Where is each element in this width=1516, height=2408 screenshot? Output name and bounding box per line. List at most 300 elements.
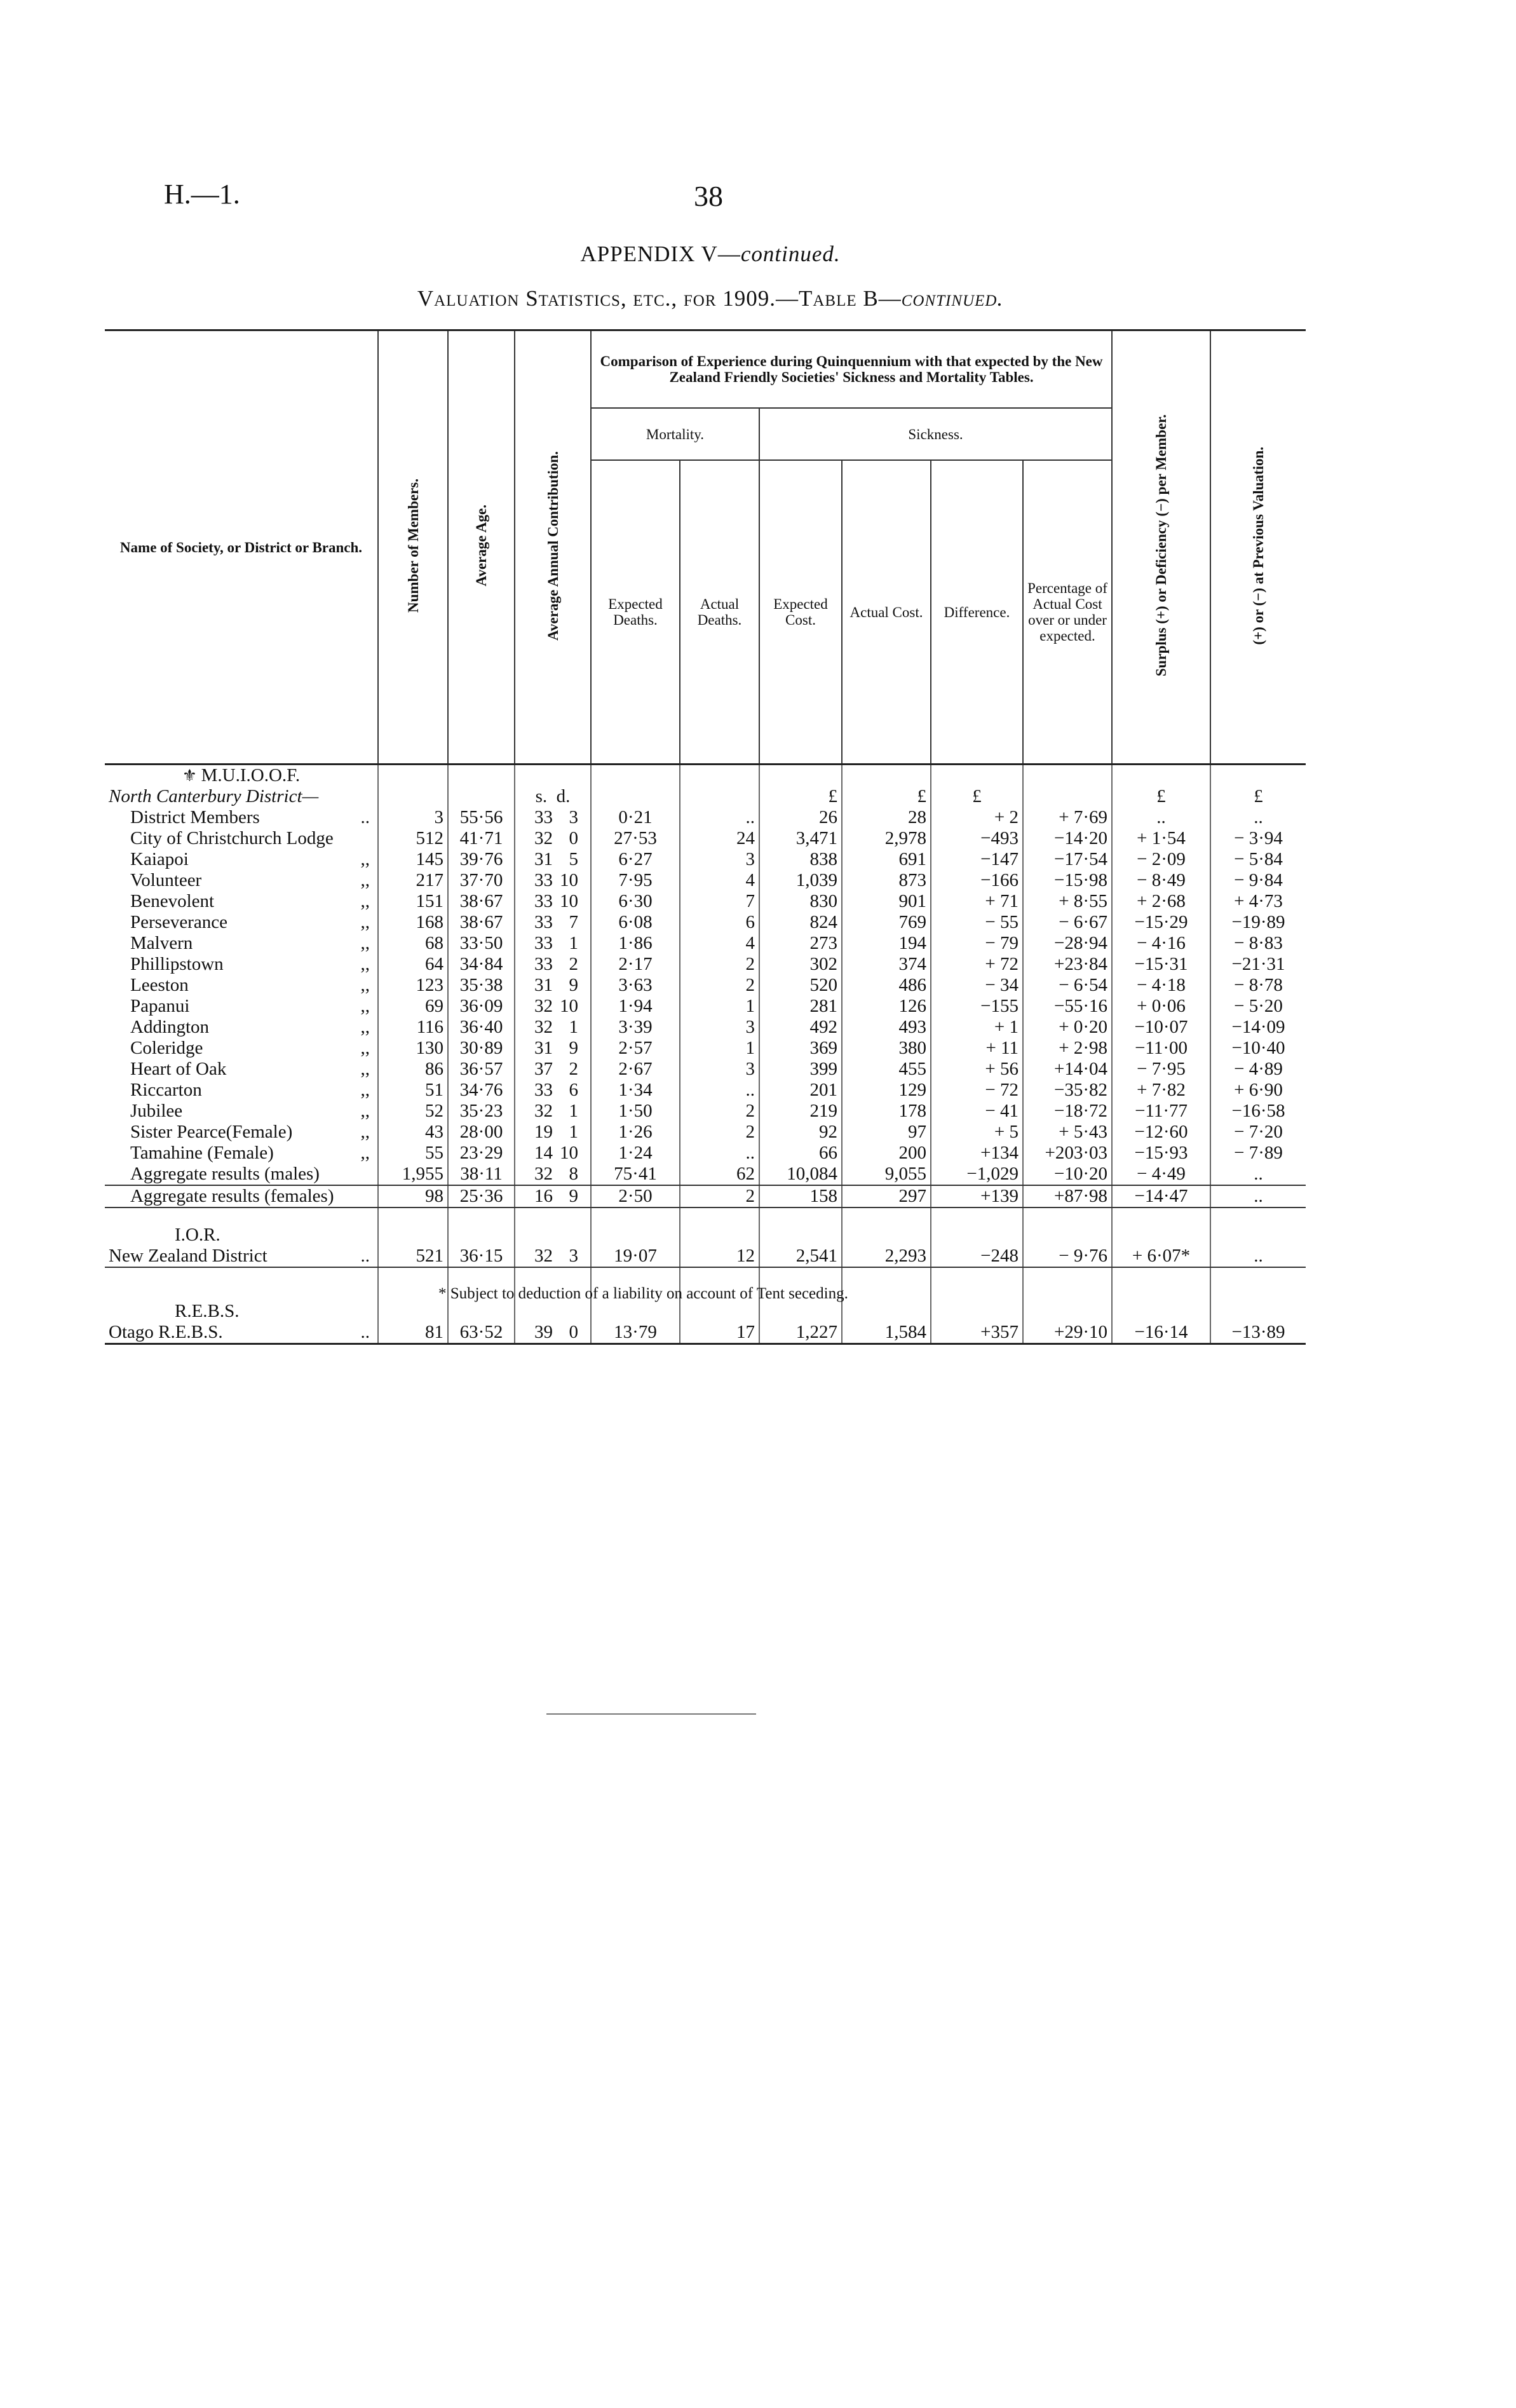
cell-act-deaths: 3 xyxy=(680,1017,759,1038)
cell-diff: −1,029 xyxy=(931,1164,1023,1185)
cell-members: 98 xyxy=(378,1185,448,1207)
cell-pct: − 6·67 xyxy=(1023,912,1112,933)
cell-contribution: 33 10 xyxy=(515,870,591,891)
cell-name: Heart of Oak ,, xyxy=(105,1059,378,1080)
cell-members: 1,955 xyxy=(378,1164,448,1185)
cell-prev: −13·89 xyxy=(1210,1322,1306,1344)
cell-prev: −10·40 xyxy=(1210,1038,1306,1059)
cell-name: Perseverance ,, xyxy=(105,912,378,933)
cell-contribution: 31 9 xyxy=(515,1038,591,1059)
cell-act-deaths: 1 xyxy=(680,996,759,1017)
ditto-mark: ,, xyxy=(360,996,370,1016)
cell-members: 521 xyxy=(378,1246,448,1267)
cell-name: Benevolent ,, xyxy=(105,891,378,912)
cell-exp-deaths: 2·57 xyxy=(591,1038,680,1059)
cell-age: 36·09 xyxy=(448,996,515,1017)
cell-members: 55 xyxy=(378,1143,448,1164)
cell-name: Addington ,, xyxy=(105,1017,378,1038)
cell-age: 38·11 xyxy=(448,1164,515,1185)
aggregate-row xyxy=(105,1164,1306,1185)
cell-diff: + 71 xyxy=(931,891,1023,912)
cell-surplus: + 6·07* xyxy=(1112,1246,1210,1267)
cell-members: 68 xyxy=(378,933,448,954)
cell-prev: .. xyxy=(1210,1164,1306,1185)
ditto-mark: ,, xyxy=(360,870,370,890)
table-row xyxy=(105,1038,1306,1059)
cell-exp-deaths: 27·53 xyxy=(591,828,680,849)
valuation-table xyxy=(105,329,1306,1345)
ditto-mark: ,, xyxy=(360,933,370,953)
cell-age: 38·67 xyxy=(448,891,515,912)
cell-surplus: −14·47 xyxy=(1112,1185,1210,1207)
cell-pct: +14·04 xyxy=(1023,1059,1112,1080)
ior-rows xyxy=(105,1246,1306,1267)
cell-name: Phillipstown ,, xyxy=(105,954,378,975)
cell-prev: + 4·73 xyxy=(1210,891,1306,912)
cell-exp-cost: 3,471 xyxy=(759,828,842,849)
section-rebs xyxy=(105,1301,1306,1322)
cell-age: 25·36 xyxy=(448,1185,515,1207)
cell-contribution: 33 1 xyxy=(515,933,591,954)
unit-pound: £ xyxy=(842,786,931,807)
cell-pct: −55·16 xyxy=(1023,996,1112,1017)
cell-name: City of Christchurch Lodge xyxy=(130,828,334,848)
cell-pct: − 9·76 xyxy=(1023,1246,1112,1267)
ditto-mark: ,, xyxy=(360,1080,370,1100)
cell-members: 130 xyxy=(378,1038,448,1059)
cell-pct: + 0·20 xyxy=(1023,1017,1112,1038)
ior-section xyxy=(105,1207,1306,1246)
cell-members: 123 xyxy=(378,975,448,996)
cell-exp-deaths: 1·34 xyxy=(591,1080,680,1101)
cell-pct: +203·03 xyxy=(1023,1143,1112,1164)
table-row xyxy=(105,849,1306,870)
cell-members: 51 xyxy=(378,1080,448,1101)
cell-exp-cost: 1,227 xyxy=(759,1322,842,1344)
cell-exp-cost: 369 xyxy=(759,1038,842,1059)
cell-act-cost: 493 xyxy=(842,1017,931,1038)
cell-exp-cost: 492 xyxy=(759,1017,842,1038)
cell-diff: + 11 xyxy=(931,1038,1023,1059)
cell-diff: −493 xyxy=(931,828,1023,849)
cell-contribution: 33 10 xyxy=(515,891,591,912)
cell-act-cost: 455 xyxy=(842,1059,931,1080)
col-header-sickness: Sickness. xyxy=(759,408,1112,460)
cell-exp-deaths: 6·08 xyxy=(591,912,680,933)
cell-act-cost: 769 xyxy=(842,912,931,933)
cell-exp-cost: 219 xyxy=(759,1101,842,1122)
ditto-mark: ,, xyxy=(360,1059,370,1079)
cell-exp-deaths: 1·50 xyxy=(591,1101,680,1122)
cell-exp-cost: 302 xyxy=(759,954,842,975)
cell-exp-deaths: 13·79 xyxy=(591,1322,680,1344)
cell-diff: + 72 xyxy=(931,954,1023,975)
cell-diff: +134 xyxy=(931,1143,1023,1164)
table-row xyxy=(105,1143,1306,1164)
section-ior xyxy=(105,1225,1306,1246)
cell-pct: + 5·43 xyxy=(1023,1122,1112,1143)
cell-act-cost: 129 xyxy=(842,1080,931,1101)
cell-age: 36·57 xyxy=(448,1059,515,1080)
cell-age: 28·00 xyxy=(448,1122,515,1143)
table-row xyxy=(105,891,1306,912)
cell-prev: −19·89 xyxy=(1210,912,1306,933)
cell-members: 43 xyxy=(378,1122,448,1143)
cell-members: 217 xyxy=(378,870,448,891)
cell-surplus: − 4·16 xyxy=(1112,933,1210,954)
cell-prev: − 5·84 xyxy=(1210,849,1306,870)
cell-contribution: 31 5 xyxy=(515,849,591,870)
cell-prev: .. xyxy=(1210,1246,1306,1267)
cell-surplus: − 4·49 xyxy=(1112,1164,1210,1185)
cell-contribution: 33 3 xyxy=(515,807,591,828)
cell-prev: − 8·78 xyxy=(1210,975,1306,996)
cell-exp-deaths: 1·94 xyxy=(591,996,680,1017)
cell-diff: − 41 xyxy=(931,1101,1023,1122)
cell-act-deaths: .. xyxy=(680,1080,759,1101)
col-header-previous: (+) or (−) at Previous Valuation. xyxy=(1210,330,1306,765)
cell-exp-deaths: 2·67 xyxy=(591,1059,680,1080)
col-header-difference: Difference. xyxy=(931,460,1023,765)
section-muioof xyxy=(105,765,1306,787)
unit-shillings-pence: s. d. xyxy=(515,786,591,807)
cell-members: 116 xyxy=(378,1017,448,1038)
cell-act-cost: 374 xyxy=(842,954,931,975)
cell-prev: .. xyxy=(1210,807,1306,828)
cell-exp-cost: 838 xyxy=(759,849,842,870)
cell-act-deaths: 1 xyxy=(680,1038,759,1059)
table-row xyxy=(105,933,1306,954)
cell-exp-cost: 281 xyxy=(759,996,842,1017)
cell-pct: −35·82 xyxy=(1023,1080,1112,1101)
cell-age: 55·56 xyxy=(448,807,515,828)
cell-contribution: 32 10 xyxy=(515,996,591,1017)
cell-exp-cost: 92 xyxy=(759,1122,842,1143)
table-row xyxy=(105,1080,1306,1101)
ditto-mark: ,, xyxy=(360,1038,370,1058)
cell-age: 39·76 xyxy=(448,849,515,870)
col-header-percentage: Percentage of Actual Cost over or under expected. xyxy=(1023,460,1112,765)
cell-pct: − 6·54 xyxy=(1023,975,1112,996)
col-header-mortality: Mortality. xyxy=(591,408,759,460)
cell-exp-cost: 520 xyxy=(759,975,842,996)
cell-contribution: 32 8 xyxy=(515,1164,591,1185)
unit-pound: £ xyxy=(759,786,842,807)
cell-act-cost: 126 xyxy=(842,996,931,1017)
section-title: R.E.B.S. xyxy=(175,1301,240,1321)
cell-surplus: + 7·82 xyxy=(1112,1080,1210,1101)
table-row xyxy=(105,996,1306,1017)
col-header-actual-cost: Actual Cost. xyxy=(842,460,931,765)
cell-act-cost: 97 xyxy=(842,1122,931,1143)
cell-age: 38·67 xyxy=(448,912,515,933)
cell-act-deaths: 2 xyxy=(680,954,759,975)
appendix-title: APPENDIX V—continued. xyxy=(580,241,841,266)
cell-exp-cost: 830 xyxy=(759,891,842,912)
cell-name: District Members .. xyxy=(105,807,378,828)
cell-members: 52 xyxy=(378,1101,448,1122)
cell-contribution: 14 10 xyxy=(515,1143,591,1164)
page-number: 38 xyxy=(694,180,723,212)
cell-act-deaths: 2 xyxy=(680,975,759,996)
col-header-members: Number of Members. xyxy=(378,330,448,765)
cell-diff: + 1 xyxy=(931,1017,1023,1038)
aggregate-rows xyxy=(105,1164,1306,1207)
cell-diff: + 56 xyxy=(931,1059,1023,1080)
cell-exp-cost: 824 xyxy=(759,912,842,933)
cell-name: Coleridge ,, xyxy=(105,1038,378,1059)
cell-diff: +139 xyxy=(931,1185,1023,1207)
ditto-mark: ,, xyxy=(360,1017,370,1037)
cell-act-cost: 194 xyxy=(842,933,931,954)
cell-members: 145 xyxy=(378,849,448,870)
cell-exp-deaths: 7·95 xyxy=(591,870,680,891)
cell-surplus: −11·00 xyxy=(1112,1038,1210,1059)
cell-diff: +357 xyxy=(931,1322,1023,1344)
cell-contribution: 33 6 xyxy=(515,1080,591,1101)
cell-age: 36·15 xyxy=(448,1246,515,1267)
cell-pct: +87·98 xyxy=(1023,1185,1112,1207)
cell-surplus: + 0·06 xyxy=(1112,996,1210,1017)
ditto-mark: ,, xyxy=(360,1122,370,1142)
cell-prev: −21·31 xyxy=(1210,954,1306,975)
district-title: North Canterbury District— xyxy=(109,786,319,806)
cell-name: Jubilee ,, xyxy=(105,1101,378,1122)
cell-diff: − 72 xyxy=(931,1080,1023,1101)
cell-name: Tamahine (Female) ,, xyxy=(105,1143,378,1164)
table-row xyxy=(105,1101,1306,1122)
cell-act-deaths: 7 xyxy=(680,891,759,912)
cell-prev: + 6·90 xyxy=(1210,1080,1306,1101)
cell-act-cost: 2,978 xyxy=(842,828,931,849)
cell-diff: + 2 xyxy=(931,807,1023,828)
ditto-mark: ,, xyxy=(360,954,370,974)
cell-members: 512 xyxy=(378,828,448,849)
col-header-comparison: Comparison of Experience during Quinquennium with that expected by the New Zealand Friendly Societies' Sickness and Mortality Tables. xyxy=(591,330,1112,409)
cell-diff: −248 xyxy=(931,1246,1023,1267)
cell-prev: − 7·89 xyxy=(1210,1143,1306,1164)
cell-pct: + 7·69 xyxy=(1023,807,1112,828)
cell-name: Papanui ,, xyxy=(105,996,378,1017)
table-row xyxy=(105,1246,1306,1267)
cell-age: 34·84 xyxy=(448,954,515,975)
cell-surplus: −12·60 xyxy=(1112,1122,1210,1143)
cell-age: 63·52 xyxy=(448,1322,515,1344)
cell-age: 23·29 xyxy=(448,1143,515,1164)
cell-surplus: + 2·68 xyxy=(1112,891,1210,912)
cell-prev: −16·58 xyxy=(1210,1101,1306,1122)
document-reference: H.—1. xyxy=(164,179,240,210)
table-row xyxy=(105,1059,1306,1080)
cell-surplus: −10·07 xyxy=(1112,1017,1210,1038)
cell-act-cost: 297 xyxy=(842,1185,931,1207)
cell-act-cost: 2,293 xyxy=(842,1246,931,1267)
cell-prev: − 7·20 xyxy=(1210,1122,1306,1143)
cell-pct: + 2·98 xyxy=(1023,1038,1112,1059)
cell-age: 34·76 xyxy=(448,1080,515,1101)
cell-prev: −14·09 xyxy=(1210,1017,1306,1038)
cell-prev: − 8·83 xyxy=(1210,933,1306,954)
cell-act-cost: 28 xyxy=(842,807,931,828)
cell-exp-cost: 2,541 xyxy=(759,1246,842,1267)
cell-pct: −28·94 xyxy=(1023,933,1112,954)
cell-act-deaths: 62 xyxy=(680,1164,759,1185)
cell-act-cost: 873 xyxy=(842,870,931,891)
section-title: I.O.R. xyxy=(175,1225,220,1245)
cell-act-deaths: 2 xyxy=(680,1122,759,1143)
rebs-rows xyxy=(105,1322,1306,1344)
cell-exp-deaths: 3·39 xyxy=(591,1017,680,1038)
cell-pct: −18·72 xyxy=(1023,1101,1112,1122)
cell-exp-cost: 399 xyxy=(759,1059,842,1080)
cell-pct: +23·84 xyxy=(1023,954,1112,975)
unit-pound: £ xyxy=(931,786,1023,807)
cell-act-deaths: 2 xyxy=(680,1185,759,1207)
table-row xyxy=(105,807,1306,828)
cell-surplus: −16·14 xyxy=(1112,1322,1210,1344)
cell-age: 30·89 xyxy=(448,1038,515,1059)
cell-act-cost: 200 xyxy=(842,1143,931,1164)
ditto-mark: .. xyxy=(360,1322,370,1342)
cell-exp-cost: 158 xyxy=(759,1185,842,1207)
cell-act-deaths: 3 xyxy=(680,849,759,870)
cell-act-cost: 380 xyxy=(842,1038,931,1059)
cell-exp-deaths: 19·07 xyxy=(591,1246,680,1267)
col-header-name: Name of Society, or District or Branch. xyxy=(105,330,378,765)
cell-exp-deaths: 1·86 xyxy=(591,933,680,954)
cell-contribution: 37 2 xyxy=(515,1059,591,1080)
cell-name: Riccarton ,, xyxy=(105,1080,378,1101)
cell-pct: −14·20 xyxy=(1023,828,1112,849)
cell-name: Sister Pearce(Female) ,, xyxy=(105,1122,378,1143)
cell-act-cost: 486 xyxy=(842,975,931,996)
cell-contribution: 33 7 xyxy=(515,912,591,933)
cell-name: New Zealand District .. xyxy=(105,1246,378,1267)
cell-prev: − 9·84 xyxy=(1210,870,1306,891)
table-row xyxy=(105,1017,1306,1038)
cell-exp-deaths: 6·27 xyxy=(591,849,680,870)
cell-age: 41·71 xyxy=(448,828,515,849)
cell-diff: −166 xyxy=(931,870,1023,891)
table-body xyxy=(105,765,1306,808)
cell-contribution: 32 1 xyxy=(515,1101,591,1122)
cell-prev: − 5·20 xyxy=(1210,996,1306,1017)
cell-surplus: − 4·18 xyxy=(1112,975,1210,996)
aggregate-row xyxy=(105,1185,1306,1207)
col-header-actual-deaths: Actual Deaths. xyxy=(680,460,759,765)
cell-pct: −17·54 xyxy=(1023,849,1112,870)
cell-exp-deaths: 6·30 xyxy=(591,891,680,912)
cell-act-deaths: 3 xyxy=(680,1059,759,1080)
cell-name: Kaiapoi ,, xyxy=(105,849,378,870)
cell-age: 33·50 xyxy=(448,933,515,954)
ditto-mark: ,, xyxy=(360,1143,370,1163)
cell-name: Otago R.E.B.S. .. xyxy=(105,1322,378,1344)
table-row xyxy=(105,870,1306,891)
cell-act-deaths: 4 xyxy=(680,870,759,891)
cell-surplus: .. xyxy=(1112,807,1210,828)
col-header-expected-cost: Expected Cost. xyxy=(759,460,842,765)
table-row xyxy=(105,1122,1306,1143)
cell-act-cost: 1,584 xyxy=(842,1322,931,1344)
cell-members: 69 xyxy=(378,996,448,1017)
cell-members: 3 xyxy=(378,807,448,828)
cell-surplus: − 7·95 xyxy=(1112,1059,1210,1080)
cell-act-deaths: 24 xyxy=(680,828,759,849)
col-header-contribution: Average Annual Contribution. xyxy=(515,330,591,765)
col-header-expected-deaths: Expected Deaths. xyxy=(591,460,680,765)
table-title: Valuation Statistics, etc., for 1909.—Table B—continued. xyxy=(417,286,1004,311)
cell-age: 35·23 xyxy=(448,1101,515,1122)
cell-diff: + 5 xyxy=(931,1122,1023,1143)
table-row xyxy=(105,828,1306,849)
society-crest-icon: ⚜ xyxy=(182,766,201,785)
cell-act-deaths: 2 xyxy=(680,1101,759,1122)
cell-contribution: 32 0 xyxy=(515,828,591,849)
cell-act-deaths: 17 xyxy=(680,1322,759,1344)
cell-diff: − 55 xyxy=(931,912,1023,933)
ditto-mark: ,, xyxy=(360,891,370,911)
cell-exp-deaths: 0·21 xyxy=(591,807,680,828)
cell-exp-deaths: 75·41 xyxy=(591,1164,680,1185)
cell-contribution: 32 3 xyxy=(515,1246,591,1267)
cell-act-cost: 9,055 xyxy=(842,1164,931,1185)
cell-pct: + 8·55 xyxy=(1023,891,1112,912)
cell-exp-cost: 10,084 xyxy=(759,1164,842,1185)
cell-exp-deaths: 2·50 xyxy=(591,1185,680,1207)
cell-age: 37·70 xyxy=(448,870,515,891)
footnote: * Subject to deduction of a liability on account of Tent seceding. xyxy=(438,1285,848,1302)
cell-members: 64 xyxy=(378,954,448,975)
branch-rows xyxy=(105,807,1306,1164)
cell-prev: − 3·94 xyxy=(1210,828,1306,849)
cell-act-cost: 178 xyxy=(842,1101,931,1122)
cell-exp-deaths: 1·24 xyxy=(591,1143,680,1164)
cell-pct: +29·10 xyxy=(1023,1322,1112,1344)
ditto-mark: ,, xyxy=(360,912,370,932)
cell-surplus: −15·93 xyxy=(1112,1143,1210,1164)
cell-surplus: + 1·54 xyxy=(1112,828,1210,849)
unit-pound: £ xyxy=(1112,786,1210,807)
ditto-mark: ,, xyxy=(360,1101,370,1121)
cell-diff: −147 xyxy=(931,849,1023,870)
cell-age: 36·40 xyxy=(448,1017,515,1038)
col-header-surplus: Surplus (+) or Deficiency (−) per Member. xyxy=(1112,330,1210,765)
cell-act-deaths: 4 xyxy=(680,933,759,954)
table-header xyxy=(105,330,1306,765)
cell-exp-deaths: 2·17 xyxy=(591,954,680,975)
cell-act-cost: 901 xyxy=(842,891,931,912)
cell-exp-cost: 273 xyxy=(759,933,842,954)
ditto-mark: .. xyxy=(360,1246,370,1266)
section-title: ⚜ M.U.I.O.O.F. xyxy=(182,765,301,786)
cell-members: 168 xyxy=(378,912,448,933)
cell-act-cost: 691 xyxy=(842,849,931,870)
ditto-mark: .. xyxy=(360,807,370,827)
ditto-mark: ,, xyxy=(360,975,370,995)
cell-exp-deaths: 3·63 xyxy=(591,975,680,996)
cell-members: 86 xyxy=(378,1059,448,1080)
table-row xyxy=(105,975,1306,996)
table-row xyxy=(105,954,1306,975)
cell-act-deaths: .. xyxy=(680,807,759,828)
cell-diff: −155 xyxy=(931,996,1023,1017)
cell-contribution: 32 1 xyxy=(515,1017,591,1038)
units-row xyxy=(105,786,1306,807)
cell-members: 81 xyxy=(378,1322,448,1344)
cell-exp-cost: 201 xyxy=(759,1080,842,1101)
cell-act-deaths: 12 xyxy=(680,1246,759,1267)
